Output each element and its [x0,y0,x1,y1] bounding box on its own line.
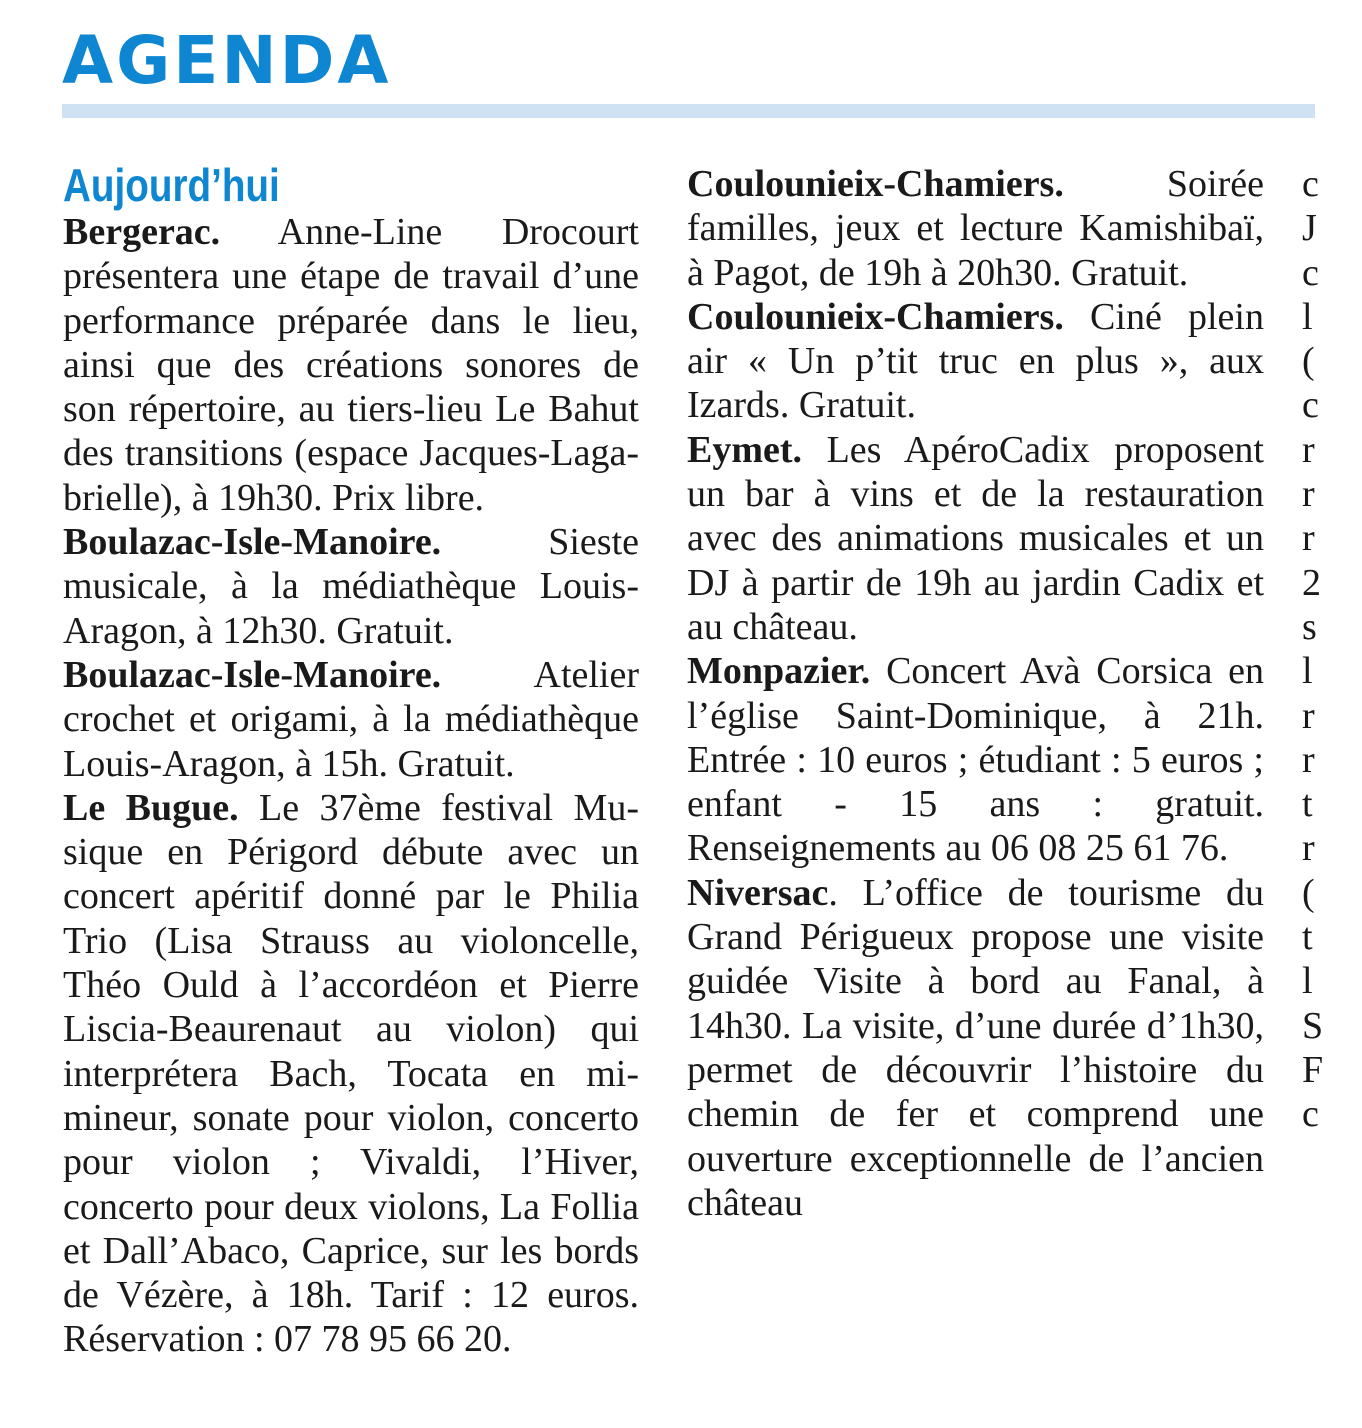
section-title: Aujourd’hui [63,159,280,211]
cropped-line-fragment: t [1302,916,1313,959]
cropped-line-fragment: r [1302,694,1315,737]
cropped-line-fragment: l [1302,295,1313,338]
cropped-line-fragment: r [1302,473,1315,516]
entry-city: Boulazac-Isle-Manoire. [63,521,442,564]
entry-city: Coulounieix-Chamiers. [687,295,1064,338]
entry-city: Monpazier. [687,650,871,693]
cropped-line-fragment: 2 [1302,561,1321,604]
entry-text: Le 37ème festival Musique en Périgord débute avec un concert apéritif donné par le Philia Trio (Lisa Strauss au violoncelle, Théo Ould à l’accordéon et Pierre Liscia-Beaurenaut au violon) qui interprétera Bach, Tocata en mi-mineur, sonate pour violon, concerto pour violon ; Vivaldi, l’Hiver, concerto pour deux violons, La Follia et Dall’Abaco, Caprice, sur les bords de Vézère, à 18h. Tarif : 12 euros. Réservation : 07 78 95 66 20. [63,786,639,1361]
agenda-entry-monpazier [687,649,1264,870]
entry-city: Bergerac. [63,211,221,253]
agenda-entry-coulounieix-soiree [687,162,1264,295]
entry-text: . L’office de tourisme du Grand Périgueux propose une visite guidée Visite à bord au Fanal, à 14h30. La visite, d’une durée d’1h30, permet de découvrir l’histoire du chemin de fer et comprend une ouverture exceptionnelle de l’ancien château [687,871,1264,1224]
agenda-entry-boulazac-atelier [63,653,639,786]
cropped-line-fragment: S [1302,1004,1324,1047]
cropped-line-fragment: ( [1302,340,1315,383]
cropped-line-fragment: r [1302,517,1315,560]
entry-text: Atelier crochet et origami, à la médiathèque Louis-Aragon, à 15h. Gratuit. [63,653,639,785]
agenda-entry-boulazac-sieste [63,520,639,653]
cropped-line-fragment: s [1302,605,1317,648]
page-title: AGENDA [62,22,392,99]
entry-city: Boulazac-Isle-Manoire. [63,653,442,696]
header-rule [62,104,1315,118]
entry-text: Ciné plein air « Un p’tit truc en plus », aux Izards. Gratuit. [687,295,1264,427]
agenda-entry-le-bugue [63,786,639,1362]
cropped-line-fragment: l [1302,650,1313,693]
cropped-line-fragment: l [1302,960,1313,1003]
entry-city: Niversac [687,871,829,914]
column-right-cropped [1302,162,1362,1137]
cropped-line-fragment: c [1302,384,1319,427]
agenda-entry-bergerac [63,210,639,520]
entry-text: Les ApéroCadix proposent un bar à vins et de la restauration avec des animations musicales et un DJ à partir de 19h au jardin Cadix et au château. [687,428,1264,648]
cropped-line-fragment: c [1302,163,1319,205]
column-middle [687,162,1264,1225]
column-left [63,160,639,1362]
entry-city: Le Bugue. [63,786,239,829]
cropped-line-fragment: r [1302,827,1315,870]
entry-text: Soirée familles, jeux et lecture Kamishibaï, à Pagot, de 19h à 20h30. Gratuit. [687,163,1264,294]
entry-text: Concert Avà Corsica en l’église Saint-Dominique, à 21h. Entrée : 10 euros ; étudiant : 5 euros ; enfant - 15 ans : gratuit. Renseignements au 06 08 25 61 76. [687,650,1264,870]
agenda-entry-eymet [687,428,1264,649]
entry-text: Anne-Line Drocourt présentera une étape de travail d’une performance préparée dans le lieu, ainsi que des créations sonores de son répertoire, au tiers-lieu Le Bahut des transitions (espace Jacques-Lagabrielle), à 19h30. Prix libre. [63,211,639,519]
cropped-line-fragment: c [1302,1093,1319,1136]
cropped-line-fragment: J [1302,207,1317,250]
cropped-line-fragment: r [1302,738,1315,781]
cropped-line-fragment: F [1302,1048,1324,1091]
entry-city: Coulounieix-Chamiers. [687,163,1064,205]
entry-city: Eymet. [687,428,803,471]
cropped-line-fragment: t [1302,783,1313,826]
cropped-line-fragment: c [1302,251,1319,294]
cropped-line-fragment: r [1302,428,1315,471]
agenda-entry-niversac [687,871,1264,1225]
cropped-line-fragment: ( [1302,871,1315,914]
agenda-entry-coulounieix-cine [687,295,1264,428]
entry-text: Sieste musicale, à la médiathèque Louis-Aragon, à 12h30. Gratuit. [63,521,639,652]
